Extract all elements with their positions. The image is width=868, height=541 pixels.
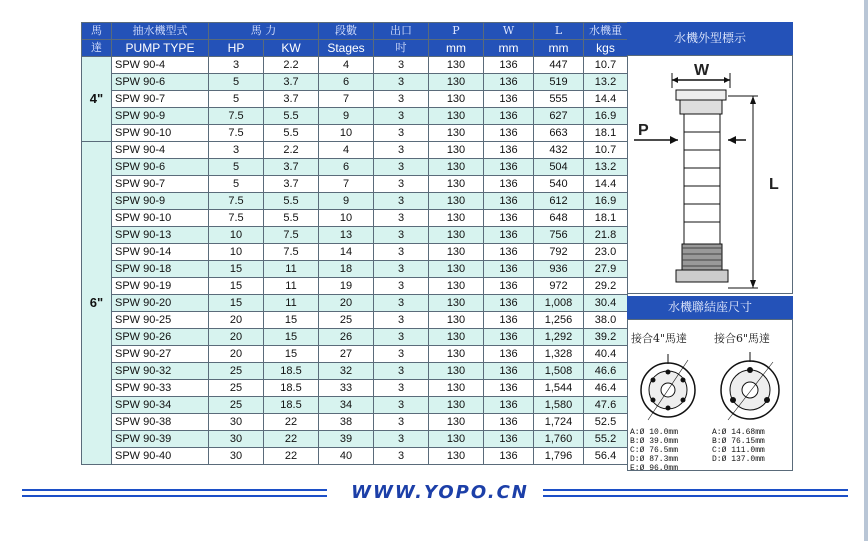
table-row: [82, 261, 628, 278]
pump-spec-table: [81, 22, 628, 465]
footer-rule-left-2: [22, 495, 327, 497]
table-row: [82, 125, 628, 142]
spec-cell: 10: [319, 210, 374, 227]
pump-outline-svg: [628, 56, 792, 293]
pump-model-cell: SPW 90-38: [112, 414, 209, 431]
header-weight-zh: 水機重: [584, 23, 628, 40]
spec-cell: 13.2: [584, 159, 628, 176]
table-row: [82, 278, 628, 295]
spec-cell: 3: [374, 346, 429, 363]
spec-cell: 3.7: [264, 159, 319, 176]
header-motor-zh: 馬: [82, 23, 112, 40]
spec-cell: 2.2: [264, 57, 319, 74]
dim4-e: E:Ø 96.0mm: [630, 464, 679, 473]
table-row: [82, 159, 628, 176]
spec-cell: 30: [209, 414, 264, 431]
spec-cell: 3: [374, 210, 429, 227]
spec-cell: 15: [209, 261, 264, 278]
pump-model-cell: SPW 90-9: [112, 108, 209, 125]
spec-cell: 3: [374, 380, 429, 397]
p-label: P: [638, 122, 649, 139]
header-row-en: [82, 40, 628, 57]
header-stages-zh: 段數: [319, 23, 374, 40]
pump-model-cell: SPW 90-10: [112, 125, 209, 142]
pump-model-cell: SPW 90-25: [112, 312, 209, 329]
spec-cell: 5: [209, 159, 264, 176]
pump-model-cell: SPW 90-27: [112, 346, 209, 363]
pump-model-cell: SPW 90-6: [112, 159, 209, 176]
spec-cell: 3.7: [264, 91, 319, 108]
spec-cell: 4: [319, 142, 374, 159]
spec-cell: 47.6: [584, 397, 628, 414]
spec-cell: 936: [534, 261, 584, 278]
spec-cell: 3: [374, 74, 429, 91]
dim4-d: D:Ø 87.3mm: [630, 455, 679, 464]
spec-cell: 136: [484, 346, 534, 363]
spec-cell: 136: [484, 244, 534, 261]
spec-cell: 18.1: [584, 210, 628, 227]
spec-cell: 130: [429, 261, 484, 278]
spec-cell: 55.2: [584, 431, 628, 448]
spec-cell: 972: [534, 278, 584, 295]
header-w: W: [484, 23, 534, 40]
spec-cell: 1,328: [534, 346, 584, 363]
spec-cell: 7.5: [209, 210, 264, 227]
spec-cell: 130: [429, 380, 484, 397]
header-p-unit: mm: [429, 40, 484, 57]
spec-cell: 1,796: [534, 448, 584, 465]
spec-cell: 756: [534, 227, 584, 244]
spec-cell: 1,760: [534, 431, 584, 448]
table-row: [82, 193, 628, 210]
header-type-zh: 抽水機型式: [112, 23, 209, 40]
spec-cell: 130: [429, 210, 484, 227]
spec-cell: 7: [319, 91, 374, 108]
flange-dimension-panel: [627, 319, 793, 471]
table-row: [82, 363, 628, 380]
spec-cell: 1,544: [534, 380, 584, 397]
spec-cell: 30: [209, 448, 264, 465]
spec-cell: 3: [374, 363, 429, 380]
spec-cell: 5: [209, 74, 264, 91]
spec-cell: 130: [429, 244, 484, 261]
spec-cell: 30.4: [584, 295, 628, 312]
table-row: [82, 142, 628, 159]
pump-model-cell: SPW 90-4: [112, 57, 209, 74]
spec-cell: 5: [209, 91, 264, 108]
spec-cell: 25: [209, 363, 264, 380]
spec-cell: 612: [534, 193, 584, 210]
header-l-unit: mm: [534, 40, 584, 57]
spec-cell: 3: [374, 295, 429, 312]
dims-4: [630, 428, 678, 473]
spec-cell: 6: [319, 74, 374, 91]
header-stages: Stages: [319, 40, 374, 57]
spec-cell: 21.8: [584, 227, 628, 244]
table-row: [82, 210, 628, 227]
spec-cell: 20: [209, 346, 264, 363]
spec-cell: 5.5: [264, 125, 319, 142]
spec-cell: 136: [484, 227, 534, 244]
spec-cell: 663: [534, 125, 584, 142]
pump-model-cell: SPW 90-9: [112, 193, 209, 210]
table-row: [82, 346, 628, 363]
spec-cell: 3: [374, 431, 429, 448]
spec-cell: 3.7: [264, 176, 319, 193]
spec-cell: 26: [319, 329, 374, 346]
spec-cell: 18.1: [584, 125, 628, 142]
spec-cell: 3: [374, 193, 429, 210]
table-row: [82, 176, 628, 193]
pump-model-cell: SPW 90-10: [112, 210, 209, 227]
table-row: [82, 295, 628, 312]
spec-cell: 7.5: [264, 244, 319, 261]
dim6-c: C:Ø 111.0mm: [712, 446, 765, 455]
header-outlet-unit: 吋: [374, 40, 429, 57]
spec-cell: 1,008: [534, 295, 584, 312]
spec-cell: 130: [429, 346, 484, 363]
spec-cell: 136: [484, 176, 534, 193]
spec-cell: 3: [209, 57, 264, 74]
spec-cell: 18: [319, 261, 374, 278]
spec-cell: 3: [374, 448, 429, 465]
spec-cell: 136: [484, 210, 534, 227]
spec-cell: 130: [429, 108, 484, 125]
spec-cell: 3: [374, 91, 429, 108]
spec-cell: 792: [534, 244, 584, 261]
header-outlet-zh: 出口: [374, 23, 429, 40]
spec-cell: 22: [264, 431, 319, 448]
spec-cell: 3: [374, 414, 429, 431]
spec-cell: 3: [374, 227, 429, 244]
table-row: [82, 329, 628, 346]
spec-cell: 136: [484, 448, 534, 465]
spec-cell: 9: [319, 108, 374, 125]
spec-cell: 4: [319, 57, 374, 74]
pump-model-cell: SPW 90-19: [112, 278, 209, 295]
spec-cell: 136: [484, 91, 534, 108]
spec-cell: 3: [374, 261, 429, 278]
spec-cell: 46.6: [584, 363, 628, 380]
spec-cell: 14.4: [584, 176, 628, 193]
spec-cell: 130: [429, 312, 484, 329]
motor-size-cell: 6": [82, 142, 112, 465]
pump-model-cell: SPW 90-13: [112, 227, 209, 244]
spec-cell: 136: [484, 329, 534, 346]
spec-cell: 136: [484, 108, 534, 125]
spec-cell: 10.7: [584, 142, 628, 159]
spec-cell: 3: [374, 142, 429, 159]
spec-cell: 1,292: [534, 329, 584, 346]
header-kw: KW: [264, 40, 319, 57]
pump-model-cell: SPW 90-20: [112, 295, 209, 312]
spec-cell: 25: [209, 397, 264, 414]
spec-cell: 20: [209, 329, 264, 346]
page-edge-bar: [864, 0, 868, 541]
pump-model-cell: SPW 90-4: [112, 142, 209, 159]
footer: [0, 480, 868, 510]
spec-cell: 136: [484, 414, 534, 431]
spec-cell: 15: [264, 346, 319, 363]
spec-cell: 18.5: [264, 363, 319, 380]
dim6-b: B:Ø 76.15mm: [712, 437, 765, 446]
spec-cell: 555: [534, 91, 584, 108]
spec-cell: 46.4: [584, 380, 628, 397]
pump-outline-diagram: [627, 55, 793, 294]
spec-cell: 136: [484, 159, 534, 176]
spec-cell: 130: [429, 125, 484, 142]
spec-cell: 136: [484, 74, 534, 91]
spec-cell: 38.0: [584, 312, 628, 329]
spec-sheet: [81, 22, 793, 473]
spec-cell: 3: [374, 125, 429, 142]
spec-cell: 7.5: [209, 108, 264, 125]
spec-cell: 10: [209, 227, 264, 244]
table-row: [82, 244, 628, 261]
spec-cell: 3: [374, 312, 429, 329]
table-row: [82, 312, 628, 329]
spec-cell: 5: [209, 176, 264, 193]
spec-cell: 136: [484, 397, 534, 414]
spec-cell: 130: [429, 159, 484, 176]
spec-table-body: [82, 57, 628, 465]
motor-size-cell: 4": [82, 57, 112, 142]
spec-cell: 40.4: [584, 346, 628, 363]
header-w-unit: mm: [484, 40, 534, 57]
spec-cell: 1,724: [534, 414, 584, 431]
spec-cell: 130: [429, 227, 484, 244]
header-hp: HP: [209, 40, 264, 57]
spec-cell: 9: [319, 193, 374, 210]
spec-cell: 25: [209, 380, 264, 397]
spec-cell: 7: [319, 176, 374, 193]
motor6-label: 接合6"馬達: [714, 332, 771, 345]
spec-cell: 136: [484, 142, 534, 159]
spec-cell: 136: [484, 57, 534, 74]
dim4-b: B:Ø 39.0mm: [630, 437, 679, 446]
spec-cell: 130: [429, 57, 484, 74]
spec-cell: 11: [264, 295, 319, 312]
table-row: [82, 74, 628, 91]
pump-model-cell: SPW 90-26: [112, 329, 209, 346]
spec-cell: 2.2: [264, 142, 319, 159]
spec-cell: 39.2: [584, 329, 628, 346]
header-l: L: [534, 23, 584, 40]
spec-cell: 15: [209, 278, 264, 295]
dim6-a: A:Ø 14.68mm: [712, 428, 765, 437]
spec-cell: 5.5: [264, 108, 319, 125]
spec-cell: 130: [429, 448, 484, 465]
l-label: L: [769, 176, 779, 193]
spec-cell: 23.0: [584, 244, 628, 261]
footer-rule-left: [22, 489, 327, 491]
spec-cell: 13.2: [584, 74, 628, 91]
side-panel: [627, 22, 793, 473]
spec-cell: 56.4: [584, 448, 628, 465]
spec-cell: 7.5: [209, 193, 264, 210]
spec-cell: 15: [264, 329, 319, 346]
website-url[interactable]: WWW.YOPO.CN: [351, 482, 529, 503]
spec-cell: 130: [429, 431, 484, 448]
spec-cell: 1,256: [534, 312, 584, 329]
spec-cell: 136: [484, 278, 534, 295]
spec-cell: 130: [429, 91, 484, 108]
spec-cell: 447: [534, 57, 584, 74]
spec-cell: 130: [429, 414, 484, 431]
table-row: [82, 397, 628, 414]
dim6-d: D:Ø 137.0mm: [712, 455, 765, 464]
table-row: [82, 57, 628, 74]
spec-cell: 504: [534, 159, 584, 176]
spec-cell: 7.5: [264, 227, 319, 244]
spec-cell: 5.5: [264, 193, 319, 210]
spec-cell: 22: [264, 414, 319, 431]
table-row: [82, 380, 628, 397]
table-row: [82, 91, 628, 108]
spec-cell: 25: [319, 312, 374, 329]
spec-cell: 136: [484, 363, 534, 380]
spec-cell: 519: [534, 74, 584, 91]
spec-cell: 15: [264, 312, 319, 329]
pump-model-cell: SPW 90-39: [112, 431, 209, 448]
spec-cell: 19: [319, 278, 374, 295]
spec-cell: 136: [484, 261, 534, 278]
flange-diagrams-svg: [628, 350, 792, 428]
spec-cell: 5.5: [264, 210, 319, 227]
spec-cell: 3: [374, 108, 429, 125]
outline-title: 水機外型標示: [627, 22, 793, 55]
spec-cell: 432: [534, 142, 584, 159]
pump-model-cell: SPW 90-14: [112, 244, 209, 261]
spec-cell: 130: [429, 176, 484, 193]
spec-cell: 136: [484, 431, 534, 448]
spec-cell: 6: [319, 159, 374, 176]
spec-cell: 30: [209, 431, 264, 448]
spec-cell: 3: [374, 176, 429, 193]
spec-cell: 130: [429, 397, 484, 414]
pump-model-cell: SPW 90-18: [112, 261, 209, 278]
spec-cell: 20: [209, 312, 264, 329]
spec-cell: 27: [319, 346, 374, 363]
spec-cell: 3.7: [264, 74, 319, 91]
spec-cell: 34: [319, 397, 374, 414]
spec-cell: 130: [429, 278, 484, 295]
spec-cell: 11: [264, 261, 319, 278]
table-row: [82, 414, 628, 431]
spec-cell: 540: [534, 176, 584, 193]
spec-cell: 7.5: [209, 125, 264, 142]
dim4-a: A:Ø 10.0mm: [630, 428, 679, 437]
spec-cell: 130: [429, 193, 484, 210]
spec-cell: 3: [374, 397, 429, 414]
spec-cell: 3: [209, 142, 264, 159]
spec-cell: 40: [319, 448, 374, 465]
spec-cell: 3: [374, 244, 429, 261]
table-row: [82, 431, 628, 448]
pump-model-cell: SPW 90-7: [112, 91, 209, 108]
w-label: W: [694, 62, 710, 79]
spec-cell: 627: [534, 108, 584, 125]
dim4-c: C:Ø 76.5mm: [630, 446, 679, 455]
spec-cell: 20: [319, 295, 374, 312]
header-row-zh: [82, 23, 628, 40]
spec-cell: 15: [209, 295, 264, 312]
spec-cell: 16.9: [584, 193, 628, 210]
spec-cell: 16.9: [584, 108, 628, 125]
pump-model-cell: SPW 90-34: [112, 397, 209, 414]
spec-cell: 130: [429, 329, 484, 346]
pump-model-cell: SPW 90-6: [112, 74, 209, 91]
spec-cell: 130: [429, 142, 484, 159]
spec-cell: 22: [264, 448, 319, 465]
flange-6-icon: [721, 352, 779, 420]
flange-4-icon: [641, 354, 695, 420]
spec-cell: 1,508: [534, 363, 584, 380]
spec-cell: 130: [429, 74, 484, 91]
spec-cell: 648: [534, 210, 584, 227]
spec-cell: 130: [429, 295, 484, 312]
table-row: [82, 448, 628, 465]
spec-cell: 14: [319, 244, 374, 261]
flange-title: 水機聯結座尺寸: [627, 296, 793, 319]
spec-cell: 130: [429, 363, 484, 380]
spec-cell: 27.9: [584, 261, 628, 278]
spec-cell: 3: [374, 159, 429, 176]
spec-cell: 33: [319, 380, 374, 397]
spec-cell: 3: [374, 57, 429, 74]
table-row: [82, 108, 628, 125]
spec-cell: 136: [484, 312, 534, 329]
table-row: [82, 227, 628, 244]
spec-cell: 11: [264, 278, 319, 295]
spec-cell: 136: [484, 125, 534, 142]
spec-cell: 13: [319, 227, 374, 244]
spec-cell: 3: [374, 278, 429, 295]
spec-cell: 18.5: [264, 380, 319, 397]
spec-cell: 39: [319, 431, 374, 448]
spec-cell: 136: [484, 380, 534, 397]
footer-rule-right: [543, 489, 848, 491]
footer-rule-right-2: [543, 495, 848, 497]
motor4-label: 接合4"馬達: [631, 332, 688, 345]
spec-cell: 38: [319, 414, 374, 431]
header-motor-zh-2: 達: [82, 40, 112, 57]
header-power-zh: 馬 力: [209, 23, 319, 40]
spec-cell: 10: [319, 125, 374, 142]
header-p: P: [429, 23, 484, 40]
header-weight-unit: kgs: [584, 40, 628, 57]
dims-6: [712, 428, 765, 464]
spec-cell: 52.5: [584, 414, 628, 431]
spec-cell: 18.5: [264, 397, 319, 414]
pump-model-cell: SPW 90-40: [112, 448, 209, 465]
pump-model-cell: SPW 90-32: [112, 363, 209, 380]
spec-cell: 32: [319, 363, 374, 380]
spec-cell: 10: [209, 244, 264, 261]
header-pump-type: PUMP TYPE: [112, 40, 209, 57]
spec-cell: 29.2: [584, 278, 628, 295]
spec-cell: 10.7: [584, 57, 628, 74]
pump-model-cell: SPW 90-7: [112, 176, 209, 193]
spec-cell: 1,580: [534, 397, 584, 414]
spec-cell: 136: [484, 295, 534, 312]
pump-model-cell: SPW 90-33: [112, 380, 209, 397]
spec-cell: 3: [374, 329, 429, 346]
spec-cell: 14.4: [584, 91, 628, 108]
spec-cell: 136: [484, 193, 534, 210]
